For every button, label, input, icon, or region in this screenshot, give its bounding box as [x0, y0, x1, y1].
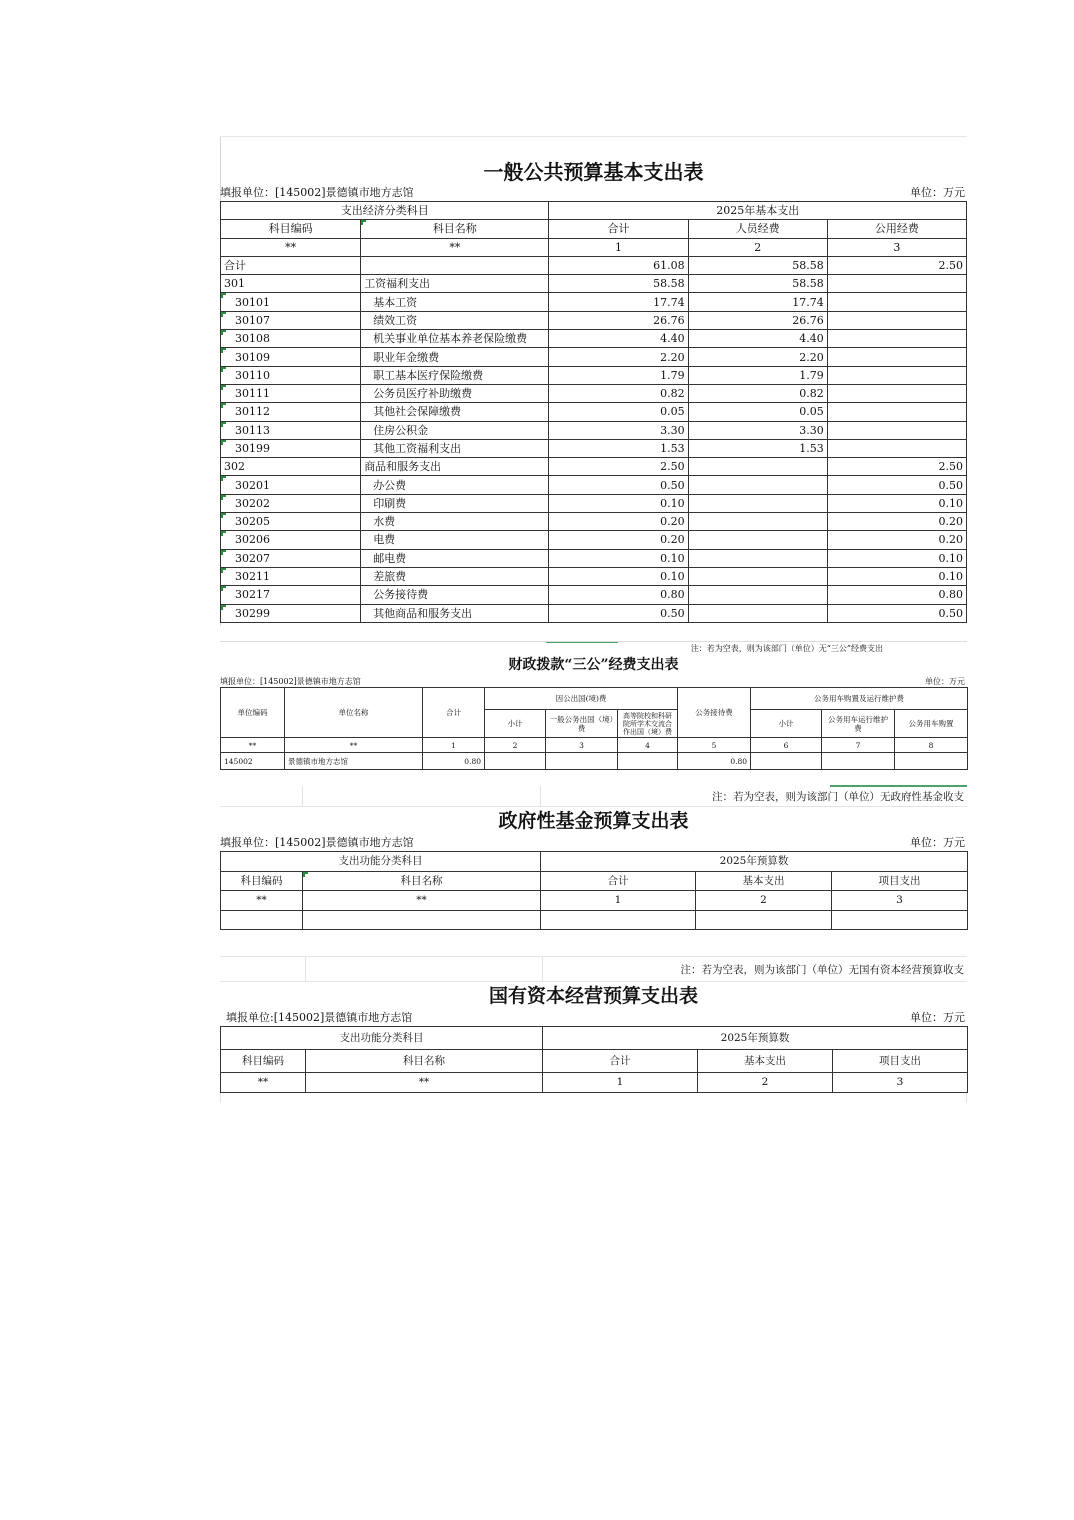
row-personnel — [688, 494, 827, 512]
row-public: 2.50 — [827, 256, 966, 274]
row-name: 公务员医疗补助缴费 — [361, 384, 549, 402]
row-public — [827, 384, 966, 402]
row-personnel — [688, 513, 827, 531]
row-personnel — [688, 531, 827, 549]
state-capital-note: 注：若为空表，则为该部门（单位）无国有资本经营预算收支 — [542, 957, 967, 982]
row-total: 61.08 — [549, 256, 688, 274]
group-header-right: 2025年预算数 — [541, 852, 968, 872]
row-code: 30110 — [221, 366, 361, 384]
index-cell: ** — [221, 238, 361, 256]
row-total: 0.20 — [549, 531, 688, 549]
state-capital-section — [220, 956, 967, 1103]
index-cell: 1 — [423, 738, 485, 753]
row-code: 30101 — [221, 293, 361, 311]
index-cell: 7 — [822, 738, 895, 753]
row-personnel: 0.05 — [688, 403, 827, 421]
header-name: 科目名称 — [303, 871, 541, 891]
row-public — [827, 403, 966, 421]
row-code: 30112 — [221, 403, 361, 421]
index-cell: 2 — [688, 238, 827, 256]
general-budget-table — [220, 201, 967, 623]
three-public-section — [220, 641, 967, 770]
index-cell: ** — [221, 1073, 306, 1093]
three-public-note: 注：若为空表，则为该部门（单位）无“三公”经费支出 — [690, 644, 883, 653]
group-header-right: 2025年预算数 — [543, 1027, 968, 1050]
index-cell: 3 — [833, 1073, 968, 1093]
gov-fund-note: 注：若为空表，则为该部门（单位）无政府性基金收支 — [540, 786, 967, 807]
table-row — [221, 330, 967, 348]
row-public: 2.50 — [827, 458, 966, 476]
state-capital-unit: 填报单位:[145002]景德镇市地方志馆 — [226, 1011, 413, 1024]
row-code: 30113 — [221, 421, 361, 439]
index-cell: ** — [306, 1073, 543, 1093]
index-cell: 1 — [543, 1073, 698, 1093]
row-total: 1.53 — [549, 439, 688, 457]
row-public: 0.10 — [827, 549, 966, 567]
general-budget-title: 一般公共预算基本支出表 — [483, 160, 704, 184]
row-total: 0.82 — [549, 384, 688, 402]
row-name: 其他社会保障缴费 — [361, 403, 549, 421]
row-code: 30202 — [221, 494, 361, 512]
index-cell: ** — [361, 238, 549, 256]
row-code: 302 — [221, 458, 361, 476]
index-cell: ** — [221, 738, 285, 753]
row-name: 基本工资 — [361, 293, 549, 311]
header-project: 项目支出 — [833, 1050, 968, 1073]
row-personnel: 1.53 — [688, 439, 827, 457]
row-public: 0.50 — [827, 604, 966, 622]
row-personnel: 1.79 — [688, 366, 827, 384]
h2-subtotal: 小计 — [485, 710, 546, 738]
table-row — [221, 348, 967, 366]
row-name: 绩效工资 — [361, 311, 549, 329]
row-public — [827, 366, 966, 384]
gov-fund-unit: 填报单位：[145002]景德镇市地方志馆 — [220, 836, 414, 849]
row-public — [827, 421, 966, 439]
index-cell: 1 — [541, 891, 696, 911]
row-public: 0.80 — [827, 586, 966, 604]
row-code: 30207 — [221, 549, 361, 567]
index-cell: 3 — [832, 891, 968, 911]
three-public-currency: 单位：万元 — [925, 677, 965, 686]
row-name: 差旅费 — [361, 567, 549, 585]
row-total: 0.20 — [549, 513, 688, 531]
row-total: 0.05 — [549, 403, 688, 421]
table-row — [221, 403, 967, 421]
row-public — [827, 275, 966, 293]
h2-reception: 公务接待费 — [678, 688, 751, 738]
table-row — [221, 494, 967, 512]
three-public-table — [220, 687, 968, 770]
three-public-title: 财政拨款“三公”经费支出表 — [508, 657, 679, 673]
row-name: 工资福利支出 — [361, 275, 549, 293]
h2-unit-name: 单位名称 — [285, 688, 423, 738]
row-code: 301 — [221, 275, 361, 293]
row-name: 住房公积金 — [361, 421, 549, 439]
row-personnel: 4.40 — [688, 330, 827, 348]
index-cell: 2 — [696, 891, 832, 911]
row-public: 0.10 — [827, 567, 966, 585]
h2-abroad: 因公出国(境)费 — [485, 688, 678, 710]
row-total: 26.76 — [549, 311, 688, 329]
row-public — [827, 311, 966, 329]
row-cell — [546, 753, 618, 770]
header-basic: 基本支出 — [696, 871, 832, 891]
row-personnel — [688, 476, 827, 494]
row-name: 机关事业单位基本养老保险缴费 — [361, 330, 549, 348]
index-cell: 4 — [618, 738, 678, 753]
three-public-unit: 填报单位：[145002]景德镇市地方志馆 — [220, 677, 361, 686]
header-total: 合计 — [541, 871, 696, 891]
row-code: 30211 — [221, 567, 361, 585]
row-code: 30206 — [221, 531, 361, 549]
row-total: 2.20 — [549, 348, 688, 366]
row-total: 0.50 — [549, 476, 688, 494]
row-public: 0.20 — [827, 531, 966, 549]
row-cell: 0.80 — [678, 753, 751, 770]
table-row — [221, 293, 967, 311]
h2-vehicle-subtotal: 小计 — [751, 710, 822, 738]
header-project: 项目支出 — [832, 871, 968, 891]
table-row — [221, 458, 967, 476]
row-name: 其他商品和服务支出 — [361, 604, 549, 622]
index-cell: 3 — [546, 738, 618, 753]
row-cell — [485, 753, 546, 770]
row-personnel — [688, 458, 827, 476]
header-code: 科目编码 — [221, 1050, 306, 1073]
row-total: 0.50 — [549, 604, 688, 622]
row-total: 2.50 — [549, 458, 688, 476]
table-row — [221, 421, 967, 439]
row-code: 30109 — [221, 348, 361, 366]
state-capital-title: 国有资本经营预算支出表 — [488, 985, 698, 1007]
row-code: 30299 — [221, 604, 361, 622]
gov-fund-title: 政府性基金预算支出表 — [498, 810, 689, 832]
row-public: 0.10 — [827, 494, 966, 512]
row-personnel: 58.58 — [688, 256, 827, 274]
index-cell: ** — [285, 738, 423, 753]
row-personnel — [688, 549, 827, 567]
row-code: 30111 — [221, 384, 361, 402]
row-cell — [618, 753, 678, 770]
index-cell: 6 — [751, 738, 822, 753]
general-budget-section — [220, 136, 967, 623]
row-personnel — [688, 604, 827, 622]
row-cell: 0.80 — [423, 753, 485, 770]
row-total: 0.10 — [549, 567, 688, 585]
row-total: 58.58 — [549, 275, 688, 293]
row-code: 30201 — [221, 476, 361, 494]
table-row — [221, 275, 967, 293]
row-personnel — [688, 567, 827, 585]
group-header-right: 2025年基本支出 — [549, 202, 967, 220]
row-name: 水费 — [361, 513, 549, 531]
row-name — [361, 256, 549, 274]
h2-academic-abroad: 高等院校和科研院所学术交流合作出国（境）费 — [618, 710, 678, 738]
h2-unit-code: 单位编码 — [221, 688, 285, 738]
row-name: 电费 — [361, 531, 549, 549]
header-public: 公用经费 — [827, 220, 966, 238]
row-cell — [822, 753, 895, 770]
row-public: 0.50 — [827, 476, 966, 494]
group-header-left: 支出经济分类科目 — [221, 202, 549, 220]
h2-vehicle-purchase: 公务用车购置 — [895, 710, 968, 738]
row-total: 0.10 — [549, 494, 688, 512]
row-code: 30217 — [221, 586, 361, 604]
row-name: 公务接待费 — [361, 586, 549, 604]
row-cell: 景德镇市地方志馆 — [285, 753, 423, 770]
table-row — [221, 513, 967, 531]
state-capital-currency: 单位：万元 — [910, 1011, 965, 1024]
row-public — [827, 348, 966, 366]
row-code: 合计 — [221, 256, 361, 274]
index-cell: 5 — [678, 738, 751, 753]
group-header-left: 支出功能分类科目 — [221, 852, 541, 872]
row-code: 30205 — [221, 513, 361, 531]
row-total: 4.40 — [549, 330, 688, 348]
row-cell — [751, 753, 822, 770]
row-total: 0.80 — [549, 586, 688, 604]
row-personnel: 17.74 — [688, 293, 827, 311]
row-name: 职工基本医疗保险缴费 — [361, 366, 549, 384]
header-name: 科目名称 — [306, 1050, 543, 1073]
header-total: 合计 — [549, 220, 688, 238]
row-total: 3.30 — [549, 421, 688, 439]
table-row — [221, 531, 967, 549]
h2-vehicle: 公务用车购置及运行维护费 — [751, 688, 968, 710]
header-code: 科目编码 — [221, 220, 361, 238]
row-name: 职业年金缴费 — [361, 348, 549, 366]
group-header-left: 支出功能分类科目 — [221, 1027, 543, 1050]
row-total: 17.74 — [549, 293, 688, 311]
table-row — [221, 586, 967, 604]
row-personnel: 58.58 — [688, 275, 827, 293]
state-capital-table — [220, 1026, 968, 1093]
table-row — [221, 439, 967, 457]
h2-vehicle-running: 公务用车运行维护费 — [822, 710, 895, 738]
row-name: 邮电费 — [361, 549, 549, 567]
h2-general-abroad: 一般公务出国（境）费 — [546, 710, 618, 738]
row-total: 0.10 — [549, 549, 688, 567]
table-row — [221, 476, 967, 494]
index-cell: 3 — [827, 238, 966, 256]
row-personnel — [688, 586, 827, 604]
table-row — [221, 256, 967, 274]
row-code: 30199 — [221, 439, 361, 457]
gov-fund-section — [220, 786, 967, 930]
gov-fund-currency: 单位：万元 — [910, 836, 965, 849]
row-public — [827, 330, 966, 348]
row-code: 30108 — [221, 330, 361, 348]
table-row — [221, 384, 967, 402]
row-name: 商品和服务支出 — [361, 458, 549, 476]
row-name: 印刷费 — [361, 494, 549, 512]
header-code: 科目编码 — [221, 871, 303, 891]
row-public — [827, 439, 966, 457]
row-public — [827, 293, 966, 311]
row-personnel: 0.82 — [688, 384, 827, 402]
index-cell: 2 — [698, 1073, 833, 1093]
index-cell: 8 — [895, 738, 968, 753]
index-cell: 2 — [485, 738, 546, 753]
table-row — [221, 567, 967, 585]
index-cell: ** — [303, 891, 541, 911]
gov-fund-table — [220, 851, 968, 930]
table-row — [221, 604, 967, 622]
table-row — [221, 753, 968, 770]
table-row — [221, 311, 967, 329]
header-personnel: 人员经费 — [688, 220, 827, 238]
general-budget-unit: 填报单位：[145002]景德镇市地方志馆 — [220, 186, 414, 199]
general-budget-currency: 单位：万元 — [910, 186, 965, 199]
header-total: 合计 — [543, 1050, 698, 1073]
row-code: 30107 — [221, 311, 361, 329]
header-name: 科目名称 — [361, 220, 549, 238]
row-personnel: 2.20 — [688, 348, 827, 366]
table-row — [221, 366, 967, 384]
row-cell: 145002 — [221, 753, 285, 770]
row-name: 办公费 — [361, 476, 549, 494]
header-basic: 基本支出 — [698, 1050, 833, 1073]
empty-row — [221, 910, 968, 930]
row-cell — [895, 753, 968, 770]
row-public: 0.20 — [827, 513, 966, 531]
index-cell: 1 — [549, 238, 688, 256]
row-personnel: 3.30 — [688, 421, 827, 439]
row-name: 其他工资福利支出 — [361, 439, 549, 457]
row-total: 1.79 — [549, 366, 688, 384]
h2-total: 合计 — [423, 688, 485, 738]
index-cell: ** — [221, 891, 303, 911]
table-row — [221, 549, 967, 567]
row-personnel: 26.76 — [688, 311, 827, 329]
